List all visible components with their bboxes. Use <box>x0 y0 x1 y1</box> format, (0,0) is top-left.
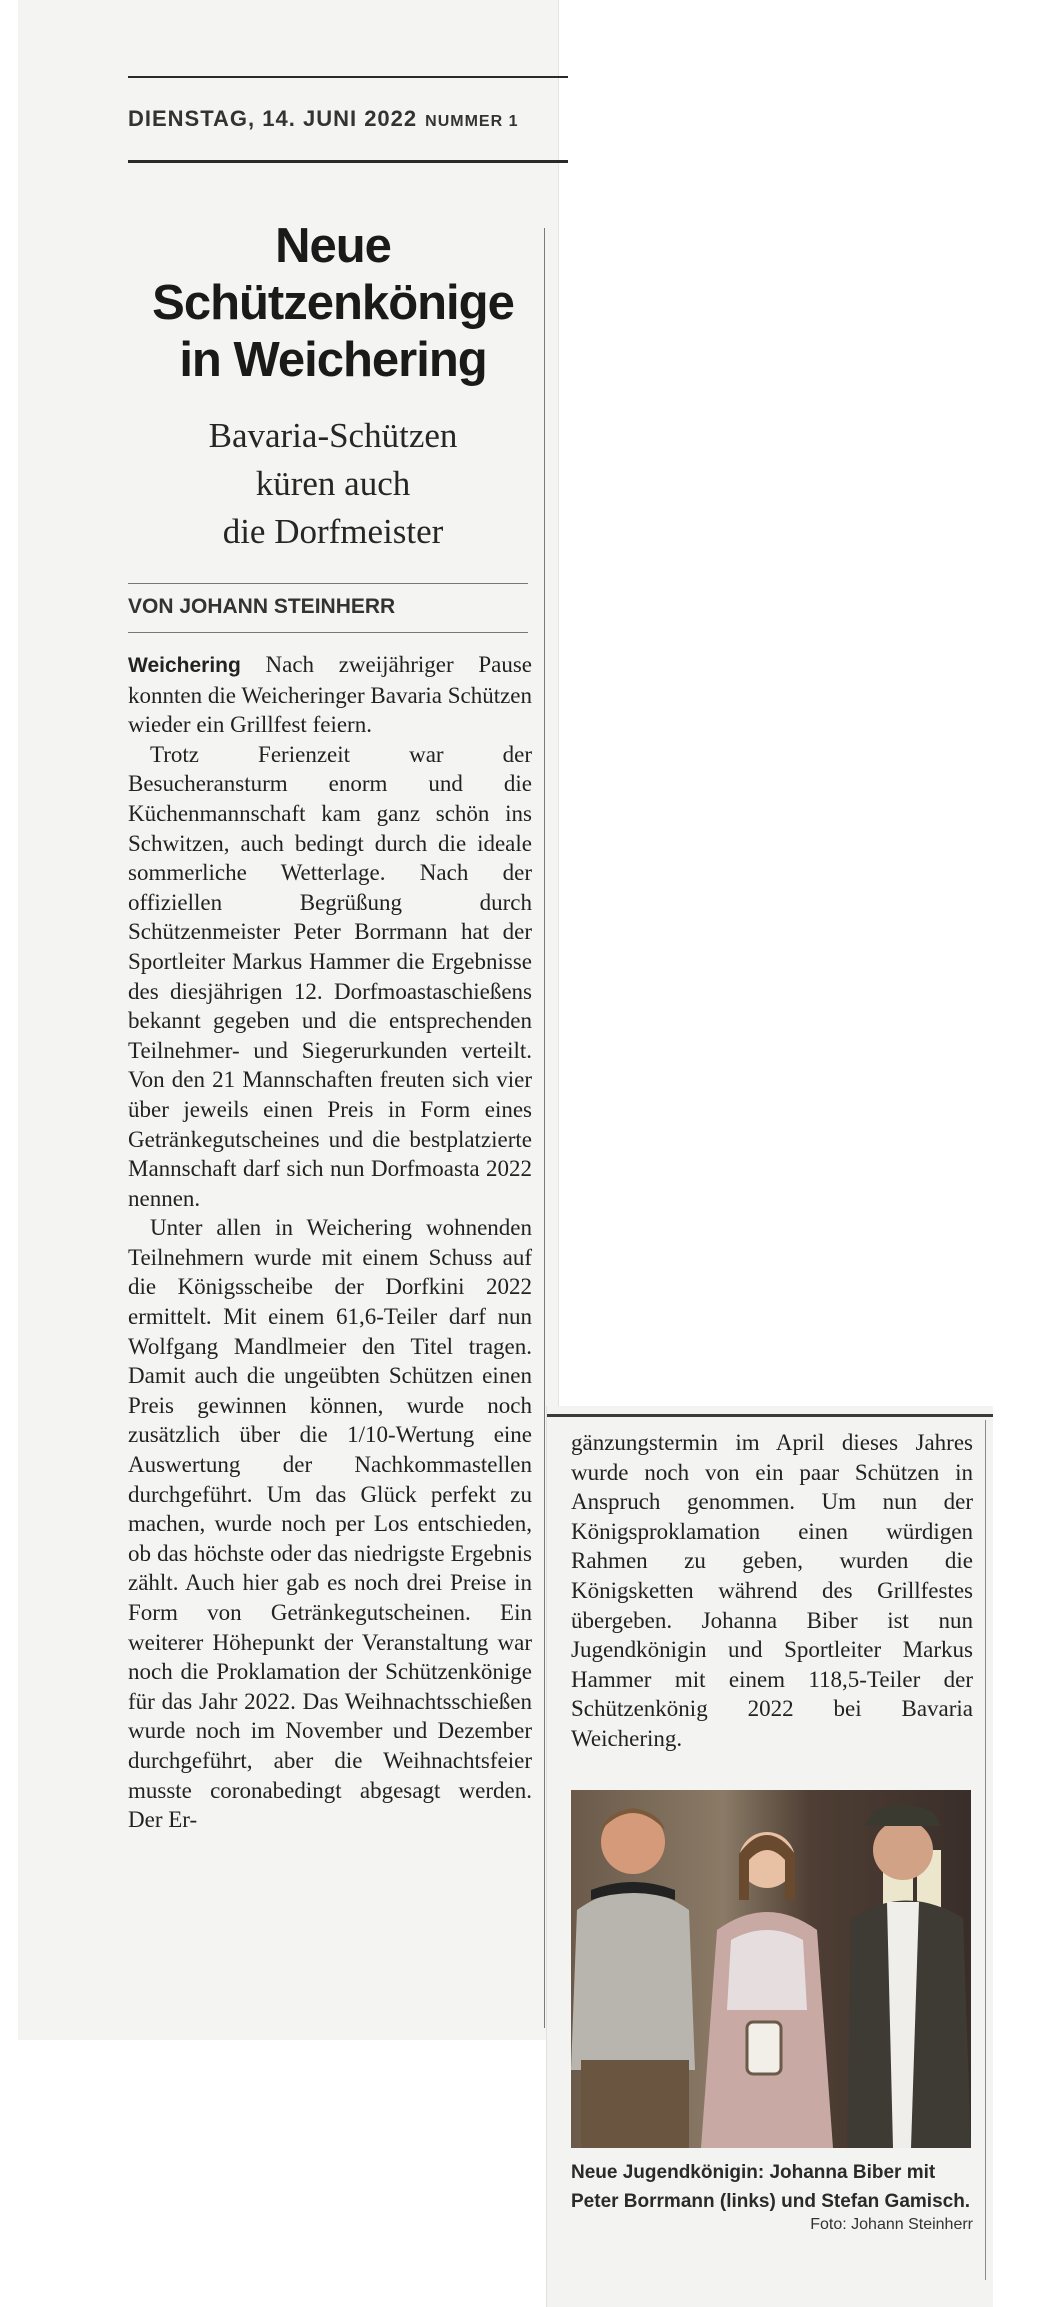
byline: VON JOHANN STEINHERR <box>128 595 396 618</box>
subheadline: Bavaria-Schützen küren auch die Dorfmeister <box>208 416 458 551</box>
dateline <box>128 106 568 140</box>
issue-number: NUMMER 1 <box>425 113 519 130</box>
body-paragraph: Unter allen in Weichering wohnenden Teilnehmern wurde mit einem Schuss auf die Königsscheibe der Dorfkini 2022 ermittelt. Mit einem 61,6-Teiler darf nun Wolfgang Mandlmeier den Titel tragen. Damit auch die ungeübten Schützen einen Preis gewinnen können, wurde noch zusätzlich über die 1/10-Wertung eine Auswertung der Nachkommastellen durchgeführt. Um das Glück perfekt zu machen, wurde noch per Los entschieden, ob das höchste oder das niedrigste Ergebnis zählt. Auch hier gab es noch drei Preise in Form von Getränkegutscheinen. Ein weiterer Höhepunkt der Veranstaltung war noch die Proklamation der Schützenkönige für das Jahr 2022. Das Weihnachtsschießen wurde noch im November und Dezember durchgeführt, aber die Weihnachtsfeier musste coronabedingt abgesagt werden. Der Er- <box>128 1215 532 1833</box>
article-photo <box>571 1790 971 2148</box>
top-rule <box>128 76 568 78</box>
byline-rule-bottom <box>128 632 528 633</box>
left-column-area <box>128 0 568 2040</box>
continuation-body <box>571 1428 973 1754</box>
dateline-kicker: Weichering <box>128 654 241 677</box>
header-rule <box>128 160 568 163</box>
right-column-border <box>985 1420 986 2280</box>
photo-credit: Foto: Johann Steinherr <box>810 2216 973 2233</box>
photo-people <box>571 1790 971 2148</box>
column-divider <box>544 228 545 2028</box>
article-clipping-left <box>18 0 559 2040</box>
headline: Neue Schützenkönige in Weichering <box>152 219 514 387</box>
issue-date: DIENSTAG, 14. JUNI 2022 <box>128 106 418 131</box>
byline-rule-top <box>128 583 528 584</box>
lead-text: Nach zweijähriger Pause konnten die Weicheringer Bavaria Schützen wieder ein Grillfest feiern. <box>128 652 532 738</box>
body-paragraph: Trotz Ferienzeit war der Besucheransturm enorm und die Küchenmannschaft kam ganz schön ins Schwitzen, auch bedingt durch die ideale sommerliche Wetterlage. Nach der offiziellen Begrüßung durch Schützenmeister Peter Borrmann hat der Sportleiter Markus Hammer die Ergebnisse des diesjährigen 12. Dorfmoastaschießens bekannt gegeben und die entsprechenden Teilnehmer- und Siegerurkunden verteilt. Von den 21 Mannschaften freuten sich vier über jeweils einen Preis in Form eines Getränkegutscheines und die bestplatzierte Mannschaft darf sich nun Dorfmoasta 2022 nennen. <box>128 741 532 1211</box>
continuation-rule <box>547 1414 993 1417</box>
lead-paragraph <box>128 650 532 740</box>
article-clipping-right <box>546 1406 993 2307</box>
photo-caption: Neue Jugendkönigin: Johanna Biber mit Peter Borrmann (links) und Stefan Gamisch. <box>571 2162 971 2212</box>
continuation-paragraph: gänzungstermin im April dieses Jahres wurde noch von ein paar Schützen in Anspruch genommen. Um nun der Königsproklamation einen würdigen Rahmen zu geben, wurden die Königsketten während des Grillfestes übergeben. Johanna Biber ist nun Jugendkönigin und Sportleiter Markus Hammer mit einem 118,5-Teiler der Schützenkönig 2022 bei Bavaria Weichering. <box>571 1430 973 1751</box>
article-body <box>128 650 532 1835</box>
